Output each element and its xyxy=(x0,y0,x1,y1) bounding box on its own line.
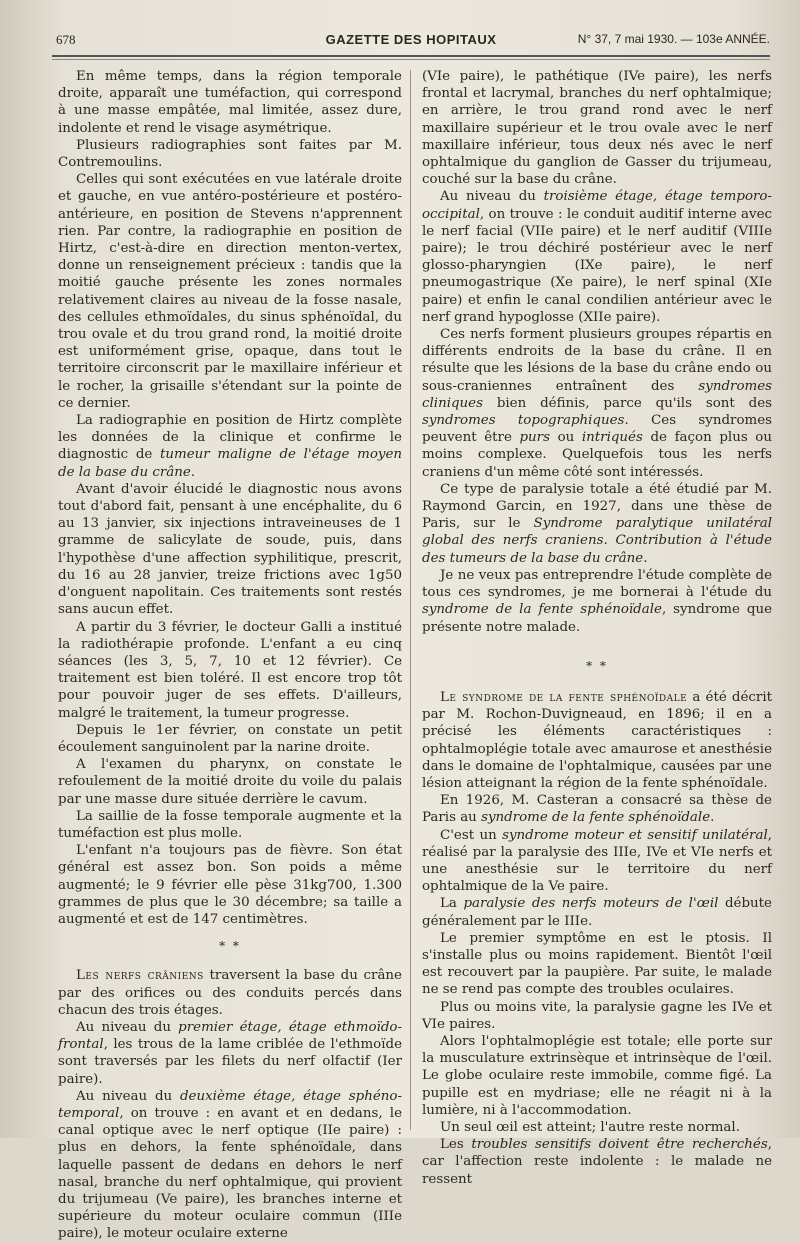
paragraph: Le premier symptôme en est le ptosis. Il s'installe plus ou moins rapidement. Bientôt l'œil est recouvert par la paupière. Par suite, le malade ne se rend pas compte des troubles oculaires. xyxy=(422,930,772,998)
italic-text: syndromes cliniques xyxy=(422,378,772,411)
italic-text: Syndrome paralytique unilatéral global des nerfs craniens. Contribution à l'étude des tumeurs de la base du crâne xyxy=(422,516,773,566)
column-divider xyxy=(410,70,411,1130)
small-caps-text: Les nerfs crâniens xyxy=(76,968,204,984)
text-span: La xyxy=(440,896,464,912)
paragraph: Plusieurs radiographies sont faites par M. Contremoulins. xyxy=(58,137,402,171)
paragraph: (VIe paire), le pathétique (IVe paire), les nerfs frontal et lacrymal, branches du nerf ophtalmique; en arrière, le trou grand rond avec le nerf maxillaire supérieur et le trou ovale avec le nerf maxillaire inférieur, tous deux nés avec le nerf ophtalmique du ganglion de Gasser du trijumeau, couché sur la base du crâne. xyxy=(422,69,772,188)
paragraph: A partir du 3 février, le docteur Galli a institué la radiothérapie profonde. L'enfant a eu cinq séances (les 3, 5, 7, 10 et 12 février). Ce traitement est bien toléré. Il est encore trop tôt pour pouvoir juger de ses effets. D'ailleurs, malgré le traitement, la tumeur progresse. xyxy=(58,619,402,721)
text-span: , syndrome que présente notre malade. xyxy=(422,602,772,635)
right-column xyxy=(422,68,772,1188)
paragraph: La saillie de la fosse temporale augmente et la tuméfaction est plus molle. xyxy=(58,808,402,841)
text-span: traversent la base du crâne par des orifices ou des conduits percés dans chacun des trois étages. xyxy=(58,968,402,1018)
italic-text: syndromes topographiques xyxy=(422,413,625,429)
paragraph xyxy=(58,412,402,481)
text-span: . xyxy=(710,810,715,826)
paragraph: En même temps, dans la région temporale droite, apparaît une tuméfaction, qui correspond à une masse empâtée, mal limitée, assez dure, indolente et rend le visage asymétrique. xyxy=(58,69,402,136)
text-span: . xyxy=(190,464,196,480)
italic-text: intriqués xyxy=(581,430,643,446)
italic-text: syndrome de la fente sphénoïdale xyxy=(422,602,662,618)
italic-text: deuxième étage, étage sphéno-temporal xyxy=(58,1088,402,1121)
text-span: , on trouve : le conduit auditif interne avec le nerf facial (VIIe paire) et le nerf auditif (VIIIe paire); le trou déchiré postérieur avec le nerf glosso-pharyngien (IXe paire), le nerf pneumogastrique (Xe paire), le nerf spinal (XIe paire) et enfin le canal condilien antérieur avec le nerf grand hypoglosse (XIIe paire). xyxy=(422,206,772,325)
text-span: Au niveau du xyxy=(76,1088,180,1104)
text-span: En 1926, M. Casteran a consacré sa thèse de Paris au xyxy=(422,793,772,826)
italic-text: premier étage, étage ethmoïdo-frontal xyxy=(58,1019,403,1053)
paragraph xyxy=(422,567,772,636)
paragraph xyxy=(422,481,772,567)
issue-info: N° 37, 7 mai 1930. — 103e ANNÉE. xyxy=(577,32,770,46)
text-span: Au niveau du xyxy=(76,1019,179,1035)
italic-text: syndrome de la fente sphénoïdale xyxy=(481,810,711,826)
italic-text: paralysie des nerfs moteurs de l'œil xyxy=(463,896,719,912)
text-span: Les xyxy=(440,1137,472,1153)
text-span: Ce type de paralysie totale a été étudié par M. Raymond Garcin, en 1927, dans une thèse de Paris, sur le xyxy=(422,481,772,532)
paragraph: Celles qui sont exécutées en vue latérale droite et gauche, en vue antéro-postérieure et postéro-antérieure, en position de Stevens n'apprennent rien. Par contre, la radiographie en position de Hirtz, c'est-à-dire en direction menton-vertex, donne un renseignement précieux : tandis que la moitié gauche présente les zones normales relativement claires au niveau de la fosse nasale, des cellules ethmoïdales, du sinus sphénoïdal, du trou ovale et du trou grand rond, la moitié droite est uniformément grise, opaque, dans tout le territoire circonscrit par le maxillaire inférieur et le rocher, la grisaille s'étendant sur la pointe de ce dernier. xyxy=(58,172,402,411)
header-rule-thin xyxy=(52,59,770,60)
paragraph xyxy=(422,827,772,896)
paragraph xyxy=(422,1136,772,1188)
small-caps-text: Le syndrome de la fente sphénoïdale xyxy=(440,689,688,705)
text-span: , car l'affection reste indolente : le malade ne ressent xyxy=(422,1137,772,1187)
text-span: C'est un xyxy=(440,827,503,843)
text-span: , les trous de la lame criblée de l'ethmoïde sont traversés par les filets du nerf olfactif (Ier paire). xyxy=(58,1037,402,1087)
paragraph: Alors l'ophtalmoplégie est totale; elle porte sur la musculature extrinsèque et intrinsèque de l'œil. Le globe oculaire reste immobile, comme figé. La pupille est en mydriase; elle ne réagit ni à la lumière, ni à l'accommodation. xyxy=(422,1033,772,1118)
paragraph xyxy=(422,188,772,326)
text-span: . Ces syndromes peuvent être xyxy=(422,413,772,446)
page-header xyxy=(52,26,770,50)
paragraph xyxy=(422,895,772,929)
text-span: . xyxy=(643,550,648,566)
paragraph: L'enfant n'a toujours pas de fièvre. Son état général est assez bon. Son poids a même augmenté; le 9 février elle pèse 31kg700, 1.300 grammes de plus que le 30 décembre; sa taille a augmenté et est de 147 centimètres. xyxy=(58,843,402,927)
text-span: Je ne veux pas entreprendre l'étude complète de tous ces syndromes, je me bornerai à l'étude du xyxy=(422,567,772,601)
paragraph xyxy=(58,1088,402,1243)
italic-text: purs xyxy=(519,430,550,446)
page-number: 678 xyxy=(56,32,76,47)
section-separator: * * xyxy=(219,939,241,954)
text-span: , réalisé par la paralysie des IIIe, IVe et VIe nerfs et une anesthésie sur le territoire du nerf ophtalmique de la Ve paire. xyxy=(422,827,772,895)
text-span: a été décrit par M. Rochon-Duvigneaud, en 1896; il en a précisé les éléments caractéristiques : ophtalmoplégie totale avec amaurose et anesthésie dans le domaine de l'ophtalmique, causées par une lésion atteignant la région de la fente sphénoïdale. xyxy=(422,689,772,791)
paragraph xyxy=(422,689,772,792)
paragraph: Plus ou moins vite, la paralysie gagne les IVe et VIe paires. xyxy=(422,999,772,1032)
header-rule xyxy=(52,55,770,57)
italic-text: tumeur maligne de l'étage moyen de la base du crâne xyxy=(58,447,403,480)
paragraph xyxy=(58,967,402,1019)
paragraph: A l'examen du pharynx, on constate le refoulement de la moitié droite du voile du palais par une masse dure située derrière le cavum. xyxy=(58,757,402,807)
paragraph: Un seul œil est atteint; l'autre reste normal. xyxy=(440,1119,740,1135)
text-span: Ces nerfs forment plusieurs groupes répartis en différents endroits de la base du crâne. Il en résulte que les lésions de la base du crâne endo ou sous-craniennes entraînent des xyxy=(422,327,772,394)
text-span: de façon plus ou moins complexe. Quelquefois tous les nerfs craniens d'un même côté sont intéressés. xyxy=(422,430,772,480)
section-separator: * * xyxy=(586,658,608,673)
text-span: bien définis, parce qu'ils sont des xyxy=(482,395,772,411)
text-span: ou xyxy=(549,430,582,446)
text-span: débute généralement par le IIIe. xyxy=(422,896,772,929)
paragraph: Depuis le 1er février, on constate un petit écoulement sanguinolent par la narine droite. xyxy=(58,722,402,755)
journal-title: GAZETTE DES HOPITAUX xyxy=(325,32,497,47)
italic-text: troisième étage, étage temporo-occipital xyxy=(422,189,772,222)
text-span: La radiographie en position de Hirtz complète les données de la clinique et confirme le diagnostic de xyxy=(58,413,402,463)
text-span: Au niveau du xyxy=(440,189,544,205)
paragraph xyxy=(58,1019,402,1088)
italic-text: troubles sensitifs doivent être recherchés xyxy=(471,1137,768,1153)
left-column xyxy=(58,68,402,1243)
italic-text: syndrome moteur et sensitif unilatéral xyxy=(502,827,768,843)
paragraph xyxy=(422,326,772,481)
paragraph xyxy=(422,792,772,826)
paragraph: Avant d'avoir élucidé le diagnostic nous avons tout d'abord fait, pensant à une encéphalite, du 6 au 13 janvier, six injections intraveineuses de 1 gramme de salicylate de soude, puis, dans l'hypothèse d'une affection syphilitique, prescrit, du 16 au 28 janvier, treize frictions avec 1g50 d'onguent napolitain. Ces traitements sont restés sans aucun effet. xyxy=(58,481,402,618)
text-span: , on trouve : en avant et en dedans, le canal optique avec le nerf optique (IIe paire) : plus en dehors, la fente sphénoïdale, dans laquelle passent de dedans en dehors le nerf nasal, branche du nerf ophtalmique, qui provient du trijumeau (Ve paire), les branches interne et supérieure du moteur oculaire commun (IIIe paire), le moteur oculaire externe xyxy=(58,1105,402,1242)
